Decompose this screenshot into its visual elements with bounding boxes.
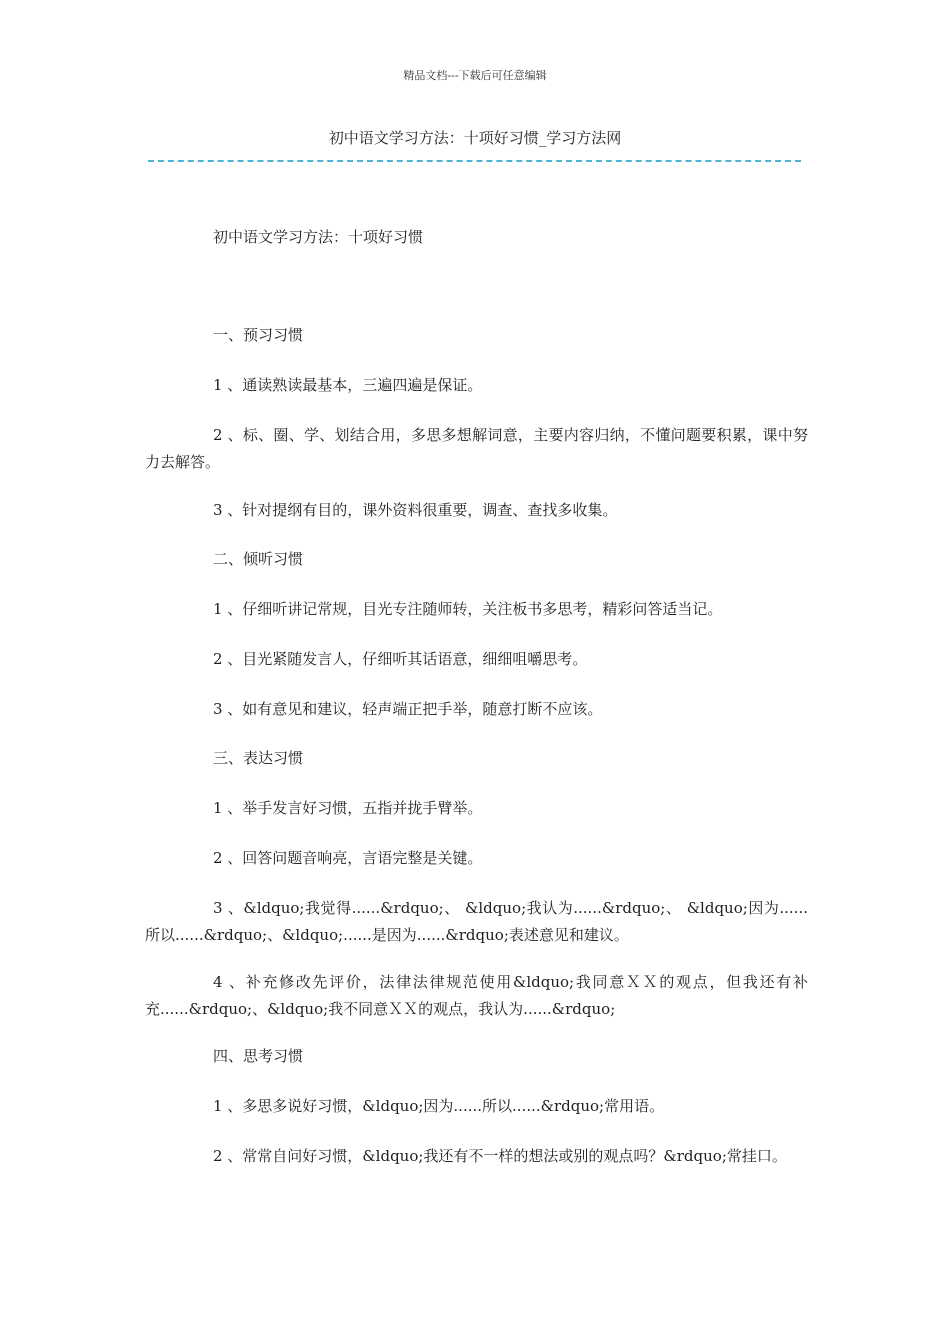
list-item: 3 、如有意见和建议，轻声端正把手举，随意打断不应该。 <box>213 700 603 718</box>
list-item: 4 、补充修改先评价，法律法律规范使用&ldquo;我同意ＸＸ的观点，但我还有补充......&rdquo;、&ldquo;我不同意ＸＸ的观点，我认为......&rdquo; <box>145 973 808 1018</box>
list-item: 3 、针对提纲有目的，课外资料很重要，调查、查找多收集。 <box>213 501 618 519</box>
document-title: 初中语文学习方法：十项好习惯_学习方法网 <box>328 129 622 147</box>
list-item: 3 、&ldquo;我觉得......&rdquo;、 &ldquo;我认为......&rdquo;、 &ldquo;因为......所以......&rdquo;、&ldquo;......是因为......&rdquo;表述意见和建议。 <box>145 899 808 944</box>
section-heading-thinking: 四、思考习惯 <box>213 1047 304 1065</box>
list-item: 1 、通读熟读最基本，三遍四遍是保证。 <box>213 376 483 394</box>
list-item: 2 、标、圈、学、划结合用，多思多想解词意，主要内容归纳，不懂问题要积累，课中努力去解答。 <box>145 426 808 471</box>
list-item: 1 、仔细听讲记常规，目光专注随师转，关注板书多思考，精彩问答适当记。 <box>213 600 723 618</box>
list-item: 1 、举手发言好习惯，五指并拢手臂举。 <box>213 799 483 817</box>
section-heading-listening: 二、倾听习惯 <box>213 550 304 568</box>
section-heading-expression: 三、表达习惯 <box>213 749 304 767</box>
page-header-note: 精品文档---下载后可任意编辑 <box>403 69 547 82</box>
list-item: 2 、常常自问好习惯，&ldquo;我还有不一样的想法或别的观点吗？&rdquo;常挂口。 <box>213 1147 787 1165</box>
list-item: 2 、目光紧随发言人，仔细听其话语意，细细咀嚼思考。 <box>213 650 588 668</box>
section-heading-preview: 一、预习习惯 <box>213 326 304 344</box>
list-item: 2 、回答问题音响亮，言语完整是关键。 <box>213 849 483 867</box>
subtitle: 初中语文学习方法：十项好习惯 <box>213 228 424 246</box>
list-item: 1 、多思多说好习惯，&ldquo;因为......所以......&rdquo;常用语。 <box>213 1097 665 1115</box>
